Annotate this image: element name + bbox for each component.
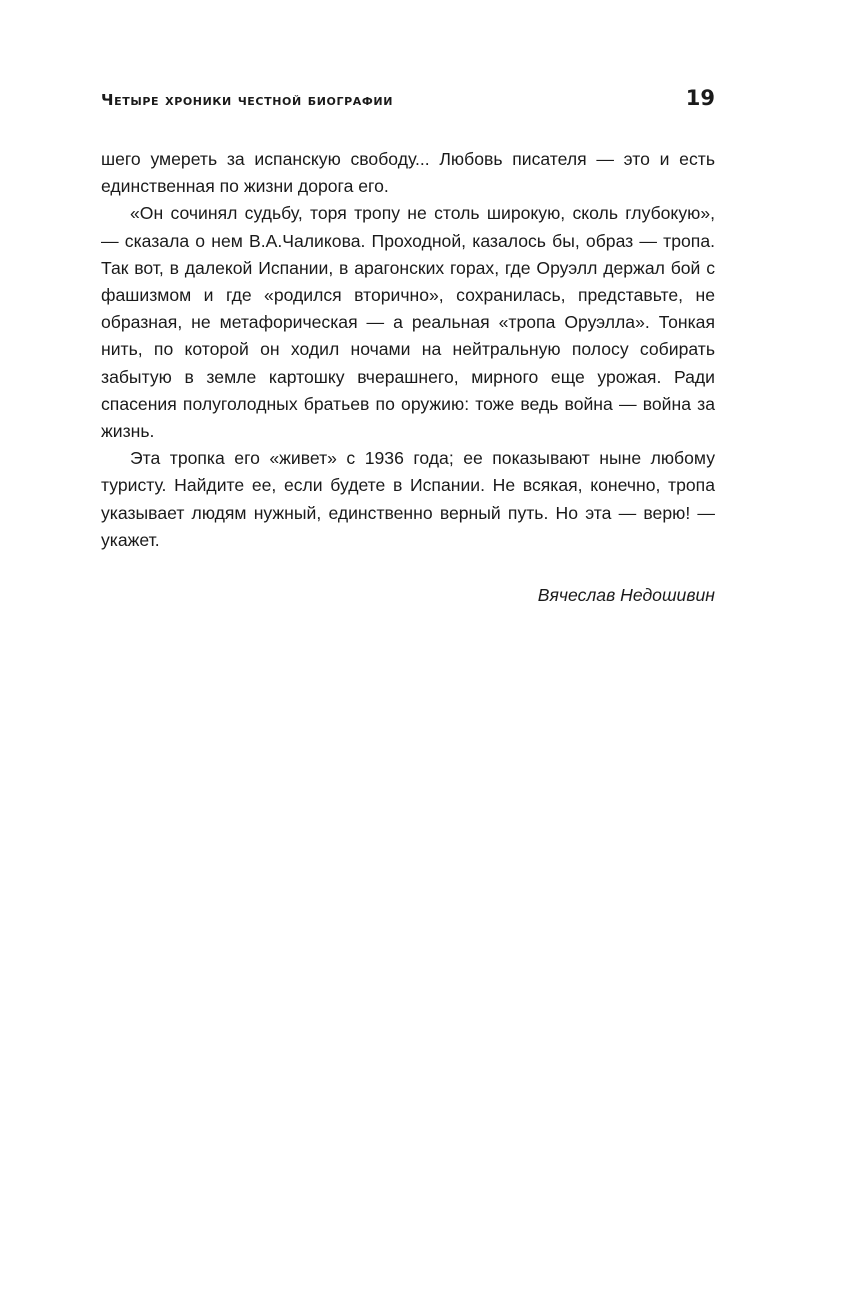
author-signature: Вячеслав Недошивин [537,585,715,606]
paragraph-2: «Он сочинял судьбу, торя тропу не столь широкую, сколь глубокую», — сказала о нем В.А.Чаликова. Проходной, казалось бы, образ — тропа. Так вот, в далекой Испании, в арагонских горах, где Оруэлл держал бой с фашизмом и где «родился вторично», сохранилась, представьте, не образная, не метафорическая — а реальная «тропа Оруэлла». Тонкая нить, по которой он ходил ночами на нейтральную полосу собирать забытую в земле картошку вчерашнего, мирного еще урожая. Ради спасения полуголодных братьев по оружию: тоже ведь война — война за жизнь. [101,203,715,442]
paragraph-3: Эта тропка его «живет» с 1936 года; ее показывают ныне любому туристу. Найдите ее, если будете в Испании. Не всякая, конечно, тропа указывает людям нужный, единственно верный путь. Но эта — верю! — укажет. [101,448,715,550]
book-page [101,86,715,609]
running-title: Четыре хроники честной биографии [101,91,393,109]
body-text [101,146,715,554]
page-number: 19 [685,86,715,110]
paragraph-1: шего умереть за испанскую свободу... Любовь писателя — это и есть единственная по жизни дорога его. [101,149,715,197]
running-head [101,86,715,116]
